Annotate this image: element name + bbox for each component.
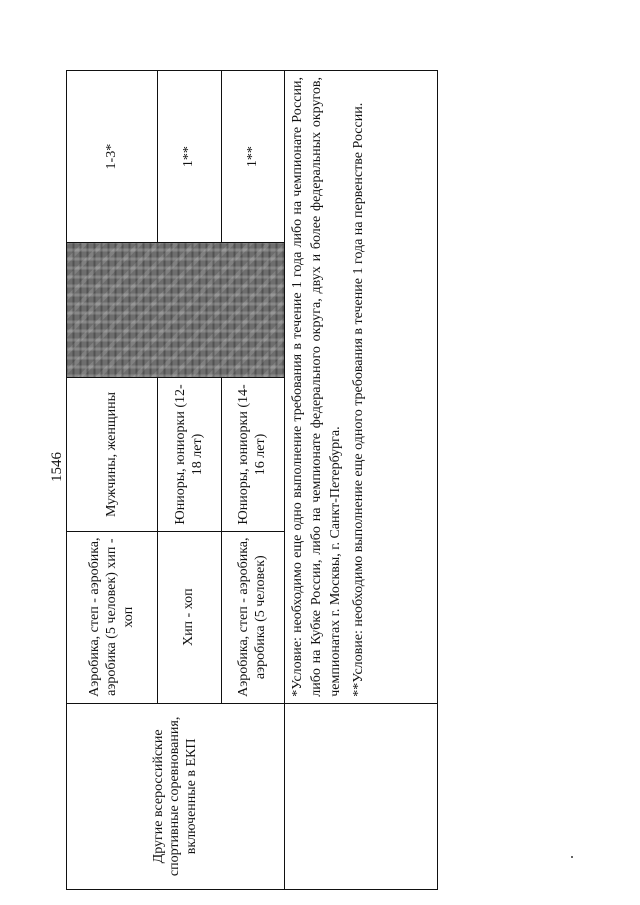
empty-cell xyxy=(285,703,438,889)
group-cell: Мужчины, женщины xyxy=(67,378,158,531)
note-2: **Условие: необходимо выполнение еще одного требования в течение 1 года на первенстве России. xyxy=(351,102,367,697)
rotated-table-container xyxy=(66,70,438,890)
competition-cell: Другие всероссийские спортивные соревнования, включенные в ЕКП xyxy=(67,703,285,889)
discipline-cell: Аэробика, степ - аэробика, аэробика (5 человек) хип - хоп xyxy=(67,531,158,703)
table-inner xyxy=(66,70,438,890)
classification-table xyxy=(66,70,438,890)
notes-row xyxy=(285,71,438,890)
shaded-cell xyxy=(67,243,285,378)
table-row xyxy=(67,71,158,890)
discipline-cell: Аэробика, степ - аэробика, аэробика (5 человек) xyxy=(221,531,285,703)
notes-cell xyxy=(285,71,438,704)
place-cell: 1** xyxy=(221,71,285,243)
note-1: *Условие: необходимо еще одно выполнение требования в течение 1 года либо на чемпионате России, либо на Кубке России, либо на чемпионате федерального округа, двух и более федеральных округов, чемпионатах г. Москвы, г. Санкт-Петербурга. xyxy=(290,77,344,697)
place-cell: 1** xyxy=(158,71,222,243)
discipline-cell: Хип - хоп xyxy=(158,531,222,703)
page-number: 1546 xyxy=(49,452,65,482)
group-cell: Юниоры, юниорки (14-16 лет) xyxy=(221,378,285,531)
scan-speck xyxy=(571,856,573,858)
place-cell: 1-3* xyxy=(67,71,158,243)
group-cell: Юниоры, юниорки (12-18 лет) xyxy=(158,378,222,531)
